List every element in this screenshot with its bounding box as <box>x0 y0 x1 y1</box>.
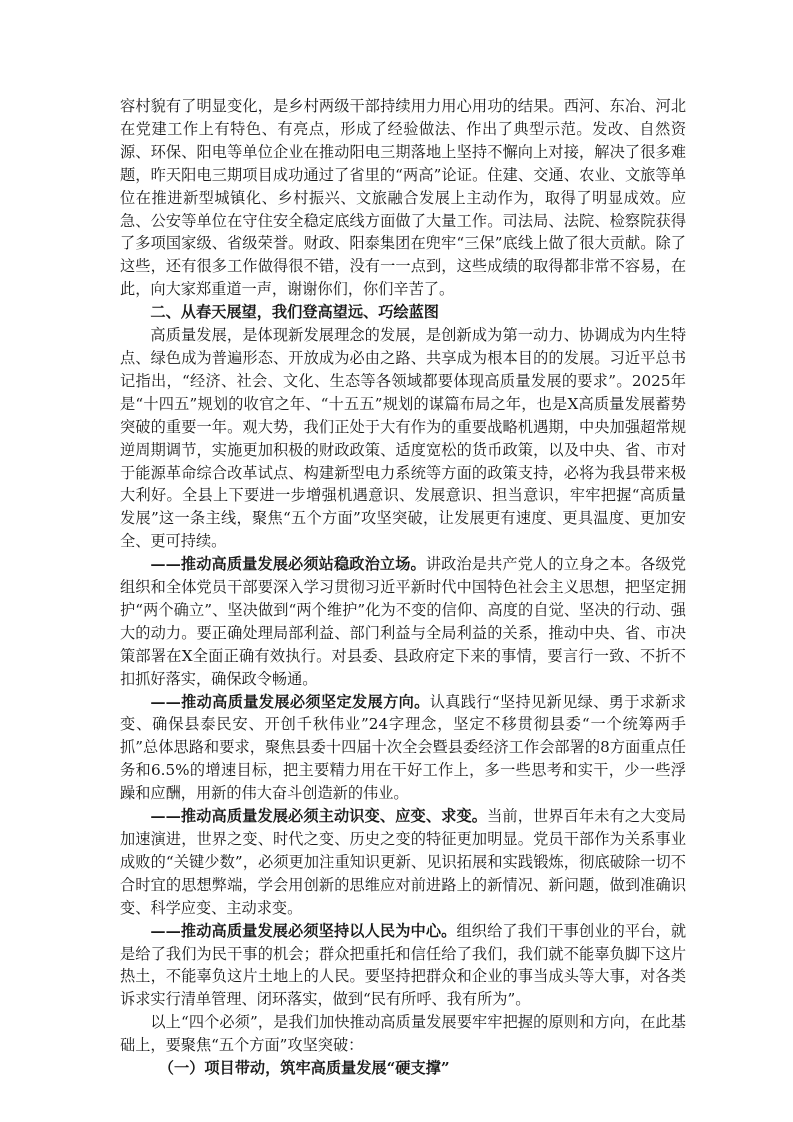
point-lead-text: ——推动高质量发展必须坚持以人民为中心。 <box>150 921 457 940</box>
body-paragraph-intro: 容村貌有了明显变化，是乡村两级干部持续用力用心用功的结果。西河、东冶、河北在党建工作上有特色、有亮点，形成了经验做法、作出了典型示范。发改、自然资源、环保、阳电等单位企业在推动阳电三期落地上坚持不懈向上对接，解决了很多难题，昨天阳电三期项目成功通过了省里的“两高”论证。住建、交通、农业、文旅等单位在推进新型城镇化、乡村振兴、文旅融合发展上主动作为，取得了明显成效。应急、公安等单位在守住安全稳定底线方面做了大量工作。司法局、法院、检察院获得了多项国家级、省级荣誉。财政、阳泰集团在兜牢“三保”底线上做了很大贡献。除了这些，还有很多工作做得很不错，没有一一点到，这些成绩的取得都非常不容易，在此，向大家郑重道一声，谢谢你们，你们辛苦了。 <box>120 97 686 299</box>
point-recognize-change <box>120 805 686 920</box>
point-body-text: 组织给了我们干事创业的平台，就是给了我们为民干事的机会；群众把重托和信任给了我们，我们就不能辜负脚下这片热土，不能辜负这片土地上的人民。要坚持把群众和企业的事当成头等大事，对各类诉求实行清单管理、闭环落实，做到“民有所呼、我有所为”。 <box>120 921 687 1009</box>
body-paragraph-summary: 以上“四个必须”，是我们加快推动高质量发展要牢牢把握的原则和方向，在此基础上，要聚焦“五个方面”攻坚突破： <box>120 1013 686 1055</box>
point-body-text: 认真践行“坚持见新见绿、勇于求新求变、确保县泰民安、开创千秋伟业”24字理念，坚定不移贯彻县委“一个统筹两手抓”总体思路和要求，聚焦县委十四届十次全会暨县委经济工作会部署的8方面重点任务和6.5%的增速目标，把主要精力用在干好工作上，多一些思考和实干，少一些浮躁和应酬，用新的伟大奋斗创造新的伟业。 <box>120 692 687 803</box>
point-people-centered <box>120 920 686 1012</box>
subsection-heading: （一）项目带动，筑牢高质量发展“硬支撑” <box>158 1059 450 1078</box>
document-body <box>120 95 686 1080</box>
point-body-text: 讲政治是共产党人的立身之本。各级党组织和全体党员干部要深入学习贯彻习近平新时代中国特色社会主义思想，把坚定拥护“两个确立”、坚决做到“两个维护”化为不变的信仰、高度的自觉、坚决的行动、强大的动力。要正确处理局部利益、部门利益与全局利益的关系，推动中央、省、市决策部署在X全面正确有效执行。对县委、县政府定下来的事情，要言行一致、不折不扣抓好落实，确保政令畅通。 <box>120 555 687 688</box>
point-lead-text: ——推动高质量发展必须主动识变、应变、求变。 <box>150 807 488 826</box>
body-paragraph-development: 高质量发展，是体现新发展理念的发展，是创新成为第一动力、协调成为内生特点、绿色成为普遍形态、开放成为必由之路、共享成为根本目的的发展。习近平总书记指出，“经济、社会、文化、生态等各领域都要体现高质量发展的要求”。2025年是“十四五”规划的收官之年、“十五五”规划的谋篇布局之年，也是X高质量发展蓄势突破的重要一年。观大势，我们正处于大有作为的重要战略机遇期，中央加强超常规逆周期调节，实施更加积极的财政政策、适度宽松的货币政策，以及中央、省、市对于能源革命综合改革试点、构建新型电力系统等方面的政策支持，必将为我县带来极大利好。全县上下要进一步增强机遇意识、发展意识、担当意识，牢牢把握“高质量发展”这一条主线，聚焦“五个方面”攻坚突破，让发展更有速度、更具温度、更加安全、更可持续。 <box>120 326 686 551</box>
point-body-text: 当前，世界百年未有之大变局加速演进，世界之变、时代之变、历史之变的特征更加明显。党员干部作为关系事业成败的“关键少数”，必须更加注重知识更新、见识拓展和实践锻炼，彻底破除一切不合时宜的思想弊端，学会用创新的思维应对前进路上的新情况、新问题，做到准确识变、科学应变、主动求变。 <box>120 807 687 917</box>
point-development-direction <box>120 691 686 806</box>
section-heading: 二、从春天展望，我们登高望远、巧绘蓝图 <box>150 303 439 322</box>
point-lead-text: ——推动高质量发展必须坚定发展方向。 <box>150 692 430 711</box>
point-lead-text: ——推动高质量发展必须站稳政治立场。 <box>150 555 426 574</box>
point-political-stance <box>120 553 686 690</box>
